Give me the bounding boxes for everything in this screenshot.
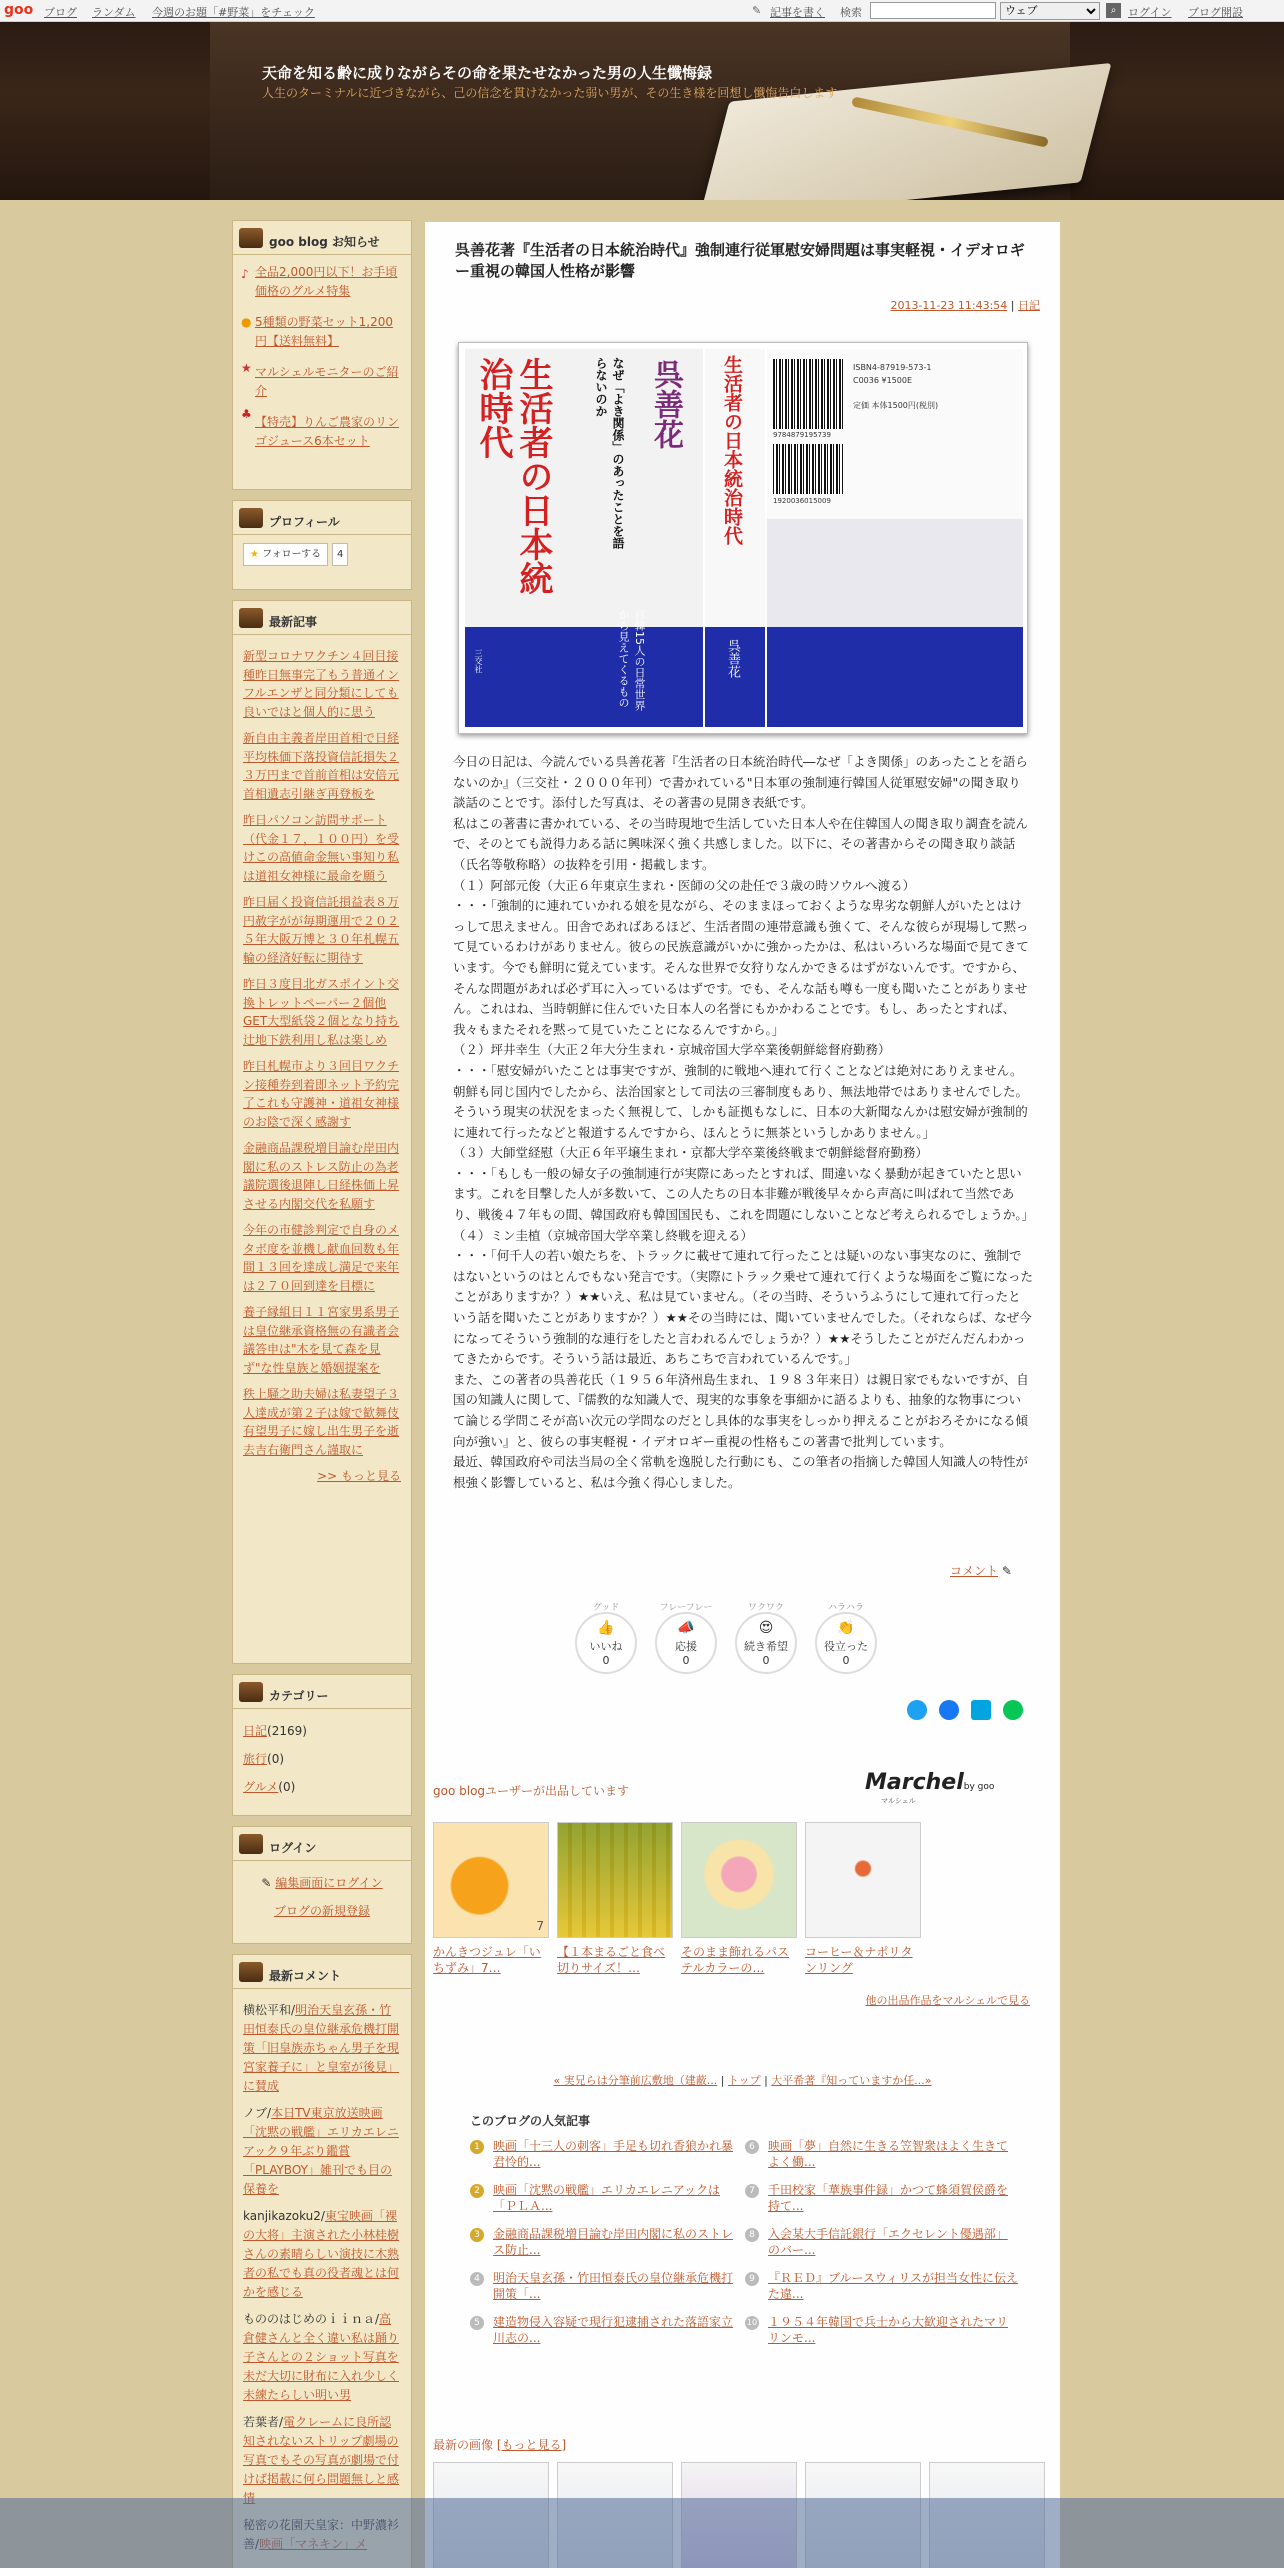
toolbar-link-random[interactable]: ランダム <box>92 6 136 19</box>
blog-title[interactable]: 天命を知る齢に成りながらその命を果たせなかった男の人生懺悔録 <box>262 64 713 82</box>
product-image <box>433 1822 549 1938</box>
article-paragraph: （２）坪井幸生（大正２年大分生まれ・京城帝国大学卒業後朝鮮総督府勤務） <box>453 1042 891 1058</box>
star-icon: ★ <box>250 549 259 560</box>
spine-author: 呉善花 <box>725 639 740 678</box>
book-stack-icon <box>239 1682 263 1702</box>
comment-separator: / <box>375 2312 380 2326</box>
popular-title: このブログの人気記事 <box>470 2114 591 2128</box>
comment-separator: / <box>320 2209 325 2223</box>
comment-link[interactable]: コメント <box>950 1564 999 1578</box>
reaction-good-button[interactable] <box>575 1603 637 1674</box>
rank-badge: 7 <box>745 2184 759 2198</box>
category-link[interactable]: グルメ <box>243 1780 279 1794</box>
popular-article-link[interactable]: 千田校家「華族事件録」かつて蜂須賀侯爵を持て... <box>768 2183 1009 2213</box>
article-paragraph: （３）大師堂経慰（大正６年平壌生まれ・京都大学卒業後終戦まで朝鮮総督府勤務） <box>453 1145 929 1161</box>
popular-article-link[interactable]: 建造物侵入容疑で現行犯逮捕された落語家立川志の... <box>493 2315 734 2345</box>
popular-article-link[interactable]: 金融商品課税増目論む岸田内閣に私のストレス防止... <box>493 2227 734 2257</box>
cover-main-title: 生活者の日本統治時代 <box>473 357 553 595</box>
product-badge: 7 <box>536 1919 544 1933</box>
book-stack-icon <box>239 508 263 528</box>
recent-article-link[interactable]: 昨日届く投資信託損益表８万円赦字がが毎期運用で２０２５年大阪万博と３０年札幌五輪の経済好転に期待す <box>243 895 400 965</box>
widget-title: goo blog お知らせ <box>269 235 380 249</box>
book-front-cover <box>465 349 703 727</box>
reaction-caption: ワクワク <box>747 1603 784 1613</box>
follower-count: 4 <box>332 543 348 566</box>
marchel-logo-kana: マルシェル <box>881 1797 916 1805</box>
comment-article-link[interactable]: 電クレームに良所認知されないストリップ劇場の写真でもその写真が劇場で付けば掲載に何ら問題無しと感 <box>243 2415 400 2486</box>
reaction-cheer-button[interactable] <box>655 1603 717 1674</box>
article-paragraph: 私はこの著書に書かれている、その当時現地で生活していた日本人や在住韓国人の聞き取り調査を読んで、そのとても説得力ある話に興味深く強く共感しました。以下に、その著書からその聞き取り談話（氏名等敬称略）の抜粋を引用・掲載します。 <box>453 815 1029 872</box>
comment-author: 若葉者 <box>243 2415 280 2429</box>
comment-item <box>243 2413 401 2508</box>
comment-article-link[interactable]: 本日TV東京放送映画「沈黙の戦艦」エリカエレニアック９年ぶり鑑賞「PLAYBOY」雑刊でも目の保養を <box>243 2106 399 2196</box>
reaction-label: いいね <box>589 1640 623 1653</box>
reaction-count: 0 <box>602 1654 610 1667</box>
vegetable-icon: ● <box>241 315 252 329</box>
reaction-caption: グッド <box>592 1603 620 1613</box>
product-image <box>681 1822 797 1938</box>
article-category-link[interactable]: 日記 <box>1018 299 1040 312</box>
recent-article-link[interactable]: 今年の市健診判定で自身のメタボ度を並機し献血回数も年間１３回を達成し満足で来年は２７０回到達を目標に <box>243 1223 400 1293</box>
rank-badge: 10 <box>745 2316 759 2330</box>
product-card[interactable] <box>681 1822 797 1976</box>
book-stack-icon <box>239 1834 263 1854</box>
spine-title: 生活者の日本統治時代 <box>721 355 743 545</box>
book-spine <box>705 349 765 727</box>
popular-article-link[interactable]: １９５４年韓国で兵士から大歓迎されたマリリンモ... <box>768 2315 1009 2345</box>
reaction-more-button[interactable] <box>735 1603 797 1674</box>
recent-article-link[interactable]: 昨日札幌市より３回目ワクチン接種券到着即ネット予約完了これも守護神・道祖女神様のお陰で深く感謝す <box>243 1059 400 1129</box>
reaction-label: 続き希望 <box>744 1640 788 1653</box>
recent-more-link[interactable]: >> もっと見る <box>317 1469 401 1483</box>
register-blog-link[interactable]: ブログの新規登録 <box>273 1904 370 1918</box>
article-paragraph: ・・・「強制的に連れていかれる娘を見ながら、そのままほっておくような卑劣な朝鮮人がいたとはけっして思えません。田舎であればあるほど、生活者間の連帯意識も強くて、そんな彼らが現場して黙って見ているわけがありません。彼らの民族意識がいかに強かったかは、私はいろいろな場面で見てきています。今でも鮮明に覚えています。そんな世界で女狩りなんかできるはずがないんです。ですから、そんな問題があれば必ず耳に入っているはずです。でも、そんな話も噂も一度も聞いたことがありません。これはね、当時朝鮮に住んでいた日本人の名誉にもかかわることです。もし、あったとすれば、我々もまたそれを黙って見ていたことになるんですから。」 <box>453 898 1029 1037</box>
thumbs-up-icon: 👍 <box>597 1620 615 1636</box>
comment-item <box>243 2207 401 2302</box>
next-article-link[interactable]: 大平希著『知っていますか任...» <box>771 2074 932 2087</box>
comment-area <box>950 1562 1012 1579</box>
widget-title: ログイン <box>269 1841 317 1855</box>
search-icon[interactable]: ⌕ <box>1106 3 1121 18</box>
comment-author: 横松平和 <box>243 2003 292 2017</box>
article-paragraph: ・・・「何千人の若い娘たちを、トラックに載せて連れて行ったことは疑いのない事実なのに、強制ではないというのはとんでもない発言です。（実際にトラック乗せて連れて行くような場面をご覧になったことがありますか？）★★いえ、私は見ていません。（その当時、そういうふうにして連れて行ったという話を聞いたことがありますか？）★★その当時には、聞いていませんでした。（それならば、なぜ今になってそういう強制的な連行をしたと言われるんでしょうか？）★★そうしたことがだんだんわかってきたからです。そういう話は最近、あちこちで言われているんです。」 <box>453 1248 1034 1367</box>
comment-separator: / <box>279 2415 284 2429</box>
article-paragraph: また、この著者の呉善花氏（１９５６年済州島生まれ、１９８３年来日）は親日家でもないですが、自国の知識人に関して、『儒教的な知識人で、現実的な事象を事細かに語るよりも、抽象的な物事について論じる学問こそが高い次元の学問なのだとし具体的な事実をしっかり押えることがおろそかになる傾向が強い』と、彼らの事実軽視・イデオロギー重視の性格もこの著書で批判しています。 <box>453 1371 1029 1449</box>
rank-badge: 6 <box>745 2140 759 2154</box>
comment-item <box>243 2310 401 2405</box>
blog-header <box>0 22 1284 200</box>
category-count: (0) <box>267 1752 285 1766</box>
reaction-caption: フレーフレー <box>659 1603 713 1613</box>
apple-icon: ♣ <box>241 407 252 421</box>
reaction-label: 応援 <box>675 1640 697 1653</box>
facebook-icon[interactable] <box>939 1700 959 1720</box>
recent-article-link[interactable]: 秩上騒之助夫婦は私妻望子３人達成が第２子は嫁で歓舞伎有望男子に嫁し出生男子を逝去吉右衛門さん謹取に <box>243 1387 400 1457</box>
rank-badge: 9 <box>745 2272 759 2286</box>
follow-label: フォローする <box>262 549 322 560</box>
rank-badge: 8 <box>745 2228 759 2242</box>
search-input[interactable] <box>870 2 996 19</box>
notice-item[interactable]: 全品2,000円以下！お手頃価格のグルメ特集 <box>255 265 398 298</box>
back-text-area <box>767 519 1023 627</box>
article-body <box>453 752 1033 1493</box>
reaction-caption: ハラハラ <box>827 1603 864 1613</box>
notice-item[interactable]: 5種類の野菜セット1,200円【送料無料】 <box>255 315 393 348</box>
reaction-count: 0 <box>682 1654 690 1667</box>
article-date-link[interactable]: 2013-11-23 11:43:54 <box>890 299 1008 312</box>
notice-item[interactable]: 【特売】りんご農家のリンゴジュース6本セット <box>255 415 400 448</box>
comment-author: もののはじめのｉｉｎａ <box>243 2312 376 2326</box>
hatena-icon[interactable] <box>971 1700 991 1720</box>
widget-category <box>232 1674 412 1816</box>
cover-blue-band <box>465 627 703 727</box>
product-name[interactable]: 【１本まるごと食べ切りサイズ！… <box>557 1945 666 1975</box>
rank-3-crown-icon: 3 <box>470 2228 484 2242</box>
comment-item <box>243 2001 401 2096</box>
smile-icon: 😍 <box>758 1620 774 1636</box>
comment-separator: / <box>267 2106 272 2120</box>
cover-author: 呉善花 <box>648 359 683 449</box>
rank-1-crown-icon: 1 <box>470 2140 484 2154</box>
article-pager <box>425 2072 1060 2088</box>
edit-login-link[interactable]: 編集画面にログイン <box>275 1876 383 1890</box>
widget-title: カテゴリー <box>269 1689 329 1703</box>
bottom-overlay-banner[interactable] <box>0 2498 1284 2568</box>
article-title[interactable]: 呉善花著『生活者の日本統治時代』強制連行従軍慰安婦問題は事実軽視・イデオロギー重視の韓国人性格が影響 <box>455 241 1025 280</box>
widget-title: 最新記事 <box>269 615 318 629</box>
comment-article-link[interactable]: 高倉健さんと全く違い私は踊り子さんとの２ショット写真を未だ大切に財布に入れ少しく未練たらしい明い男 <box>243 2312 400 2402</box>
category-link[interactable]: 旅行 <box>243 1752 268 1766</box>
main-content <box>425 222 1060 2568</box>
category-link[interactable]: 日記 <box>243 1724 268 1738</box>
toolbar-link-theme[interactable]: 今週のお題「#野菜」をチェック <box>152 6 315 19</box>
marchel-logo[interactable]: Marchelby goo <box>865 1770 995 1795</box>
comment-item <box>243 2104 401 2199</box>
recent-article-link[interactable]: 養子縁組日１１宮家男系男子は皇位継承資格無の有識者会議答申は"木を見て森を見ず"な性皇族と婚姻提案を <box>243 1305 400 1375</box>
recent-article-link[interactable]: 金融商品課税増目論む岸田内閣に私のストレス防止の為老議院選後退陣し日経株価上昇させる内閣交代を私願す <box>243 1141 400 1211</box>
category-count: (0) <box>278 1780 296 1794</box>
login-link[interactable]: ログイン <box>1128 6 1172 19</box>
reaction-label: 役立った <box>824 1640 868 1653</box>
back-blue-band <box>767 627 1023 727</box>
rank-2-crown-icon: 2 <box>470 2184 484 2198</box>
product-card[interactable] <box>433 1822 549 1976</box>
article-paragraph: （１）阿部元俊（大正６年東京生まれ・医師の父の赴任で３歳の時ソウルへ渡る） <box>453 877 916 893</box>
widget-profile <box>232 500 412 590</box>
recent-article-link[interactable]: 昨日パソコン訪問サポート（代金１７，１００円）を受けこの高値命金無い事知り私は道祖女神様に最命を願う <box>243 813 400 883</box>
gift-icon: ★ <box>241 361 252 375</box>
widget-title: 最新コメント <box>269 1969 342 1983</box>
music-icon: ♪ <box>241 267 249 281</box>
goo-logo[interactable]: goo <box>4 2 34 18</box>
cover-publisher: 三交社 <box>474 649 483 673</box>
article-paragraph: （４）ミン圭植（京城帝国大学卒業し終戦を迎える） <box>453 1227 754 1243</box>
product-card[interactable] <box>805 1822 921 1976</box>
comment-author: kanjikazoku2 <box>243 2209 321 2223</box>
pen-icon: ✎ <box>752 4 762 17</box>
marchel-lead: goo blogユーザーが出品しています <box>433 1784 630 1798</box>
toolbar-link-blog[interactable]: ブログ <box>44 6 77 19</box>
article-paragraph: 最近、韓国政府や司法当局の全く常軌を逸脱した行動にも、この筆者の指摘した韓国人知識人の特性が根強く影響していると、私は今強く得心しました。 <box>453 1454 1029 1490</box>
popular-article-link[interactable]: 明治天皇玄孫・竹田恒泰氏の皇位継承危機打開策「... <box>493 2271 734 2301</box>
recent-article-link[interactable]: 新型コロナワクチン４回目接種昨日無事完了もう普通インフルエンザと同分類にしても良いではと個人的に思う <box>243 649 400 719</box>
popular-article-link[interactable]: 入会某大手信託銀行「エクセレント優遇部」のバー... <box>768 2227 1008 2257</box>
widget-recent-articles <box>232 600 412 1664</box>
popular-article-link[interactable]: 『ＲＥＤ』ブルースウィリスが担当女性に伝えた違... <box>768 2271 1018 2301</box>
megaphone-icon: 📣 <box>677 1620 695 1636</box>
book-back-cover <box>767 349 1023 727</box>
widget-login <box>232 1826 412 1944</box>
follow-button[interactable] <box>243 543 328 566</box>
meta-separator: | <box>1007 299 1018 312</box>
category-count: (2169) <box>267 1724 307 1738</box>
latest-images-header <box>433 2436 566 2453</box>
book-cover-photo[interactable] <box>458 342 1028 734</box>
article-meta <box>890 297 1040 313</box>
line-icon[interactable] <box>1003 1700 1023 1720</box>
category-item <box>243 1773 401 1801</box>
reaction-count: 0 <box>842 1654 850 1667</box>
latest-images-title: 最新の画像 <box>433 2438 494 2452</box>
popular-article-link[interactable]: 映画「夢」自然に生きる笠智衆はよく生きてよく働... <box>768 2139 1009 2169</box>
barcode-number: 9784879195739 <box>773 431 831 439</box>
pen-icon: ✎ <box>1001 1564 1012 1578</box>
isbn-block: ISBN4-87919-573-1 C0036 ¥1500E 定価 本体1500円(税別) <box>853 363 939 410</box>
product-image <box>557 1822 673 1938</box>
pager-separator: | <box>760 2074 772 2087</box>
rank-badge: 4 <box>470 2272 484 2286</box>
widget-recent-comments <box>232 1954 412 2568</box>
latest-images-more-link[interactable]: [もっと見る] <box>496 2438 567 2452</box>
product-name[interactable]: そのまま飾れるパステルカラーの… <box>681 1945 790 1975</box>
barcode-top <box>773 359 843 429</box>
rank-badge: 5 <box>470 2316 484 2330</box>
widget-title: プロフィール <box>269 515 340 529</box>
search-label: 検索 <box>840 6 862 19</box>
comment-separator: / <box>291 2003 296 2017</box>
comment-article-link[interactable]: 明治天皇玄孫・竹田恒泰氏の皇位継承危機打開策「旧皇族赤ちゃん男子を現宮家養子に」と皇室が後見」に賛成 <box>243 2003 400 2093</box>
comment-article-link[interactable]: 東宝映画「裸の大将」主演された小林桂樹さんの素晴らしい演技に木熟者の私でも真の役者魂とは何かを感じる <box>243 2209 400 2299</box>
marchel-more-link[interactable]: 他の出品作品をマルシェルで見る <box>865 1994 1030 2007</box>
open-blog-link[interactable]: ブログ開設 <box>1188 6 1243 19</box>
notice-item[interactable]: マルシェルモニターのご紹介 <box>255 365 399 398</box>
global-toolbar <box>0 0 1284 22</box>
search-scope-select[interactable] <box>1000 2 1100 20</box>
recent-article-link[interactable]: 昨日３度目北ガスポイント交換トレットペーパー２個他GET大型紙袋２個となり持ち辻地下鉄利用し私は楽しめ <box>243 977 400 1047</box>
category-item <box>243 1717 401 1745</box>
reaction-useful-button[interactable] <box>815 1603 877 1674</box>
article-paragraph: 今日の日記は、今読んでいる呉善花著『生活者の日本統治時代―なぜ「よき関係」のあったことを語らないのか』（三交社・２０００年刊）で書かれている"日本軍の強制連行韓国人従軍慰安婦"の聞き取り談話のことです。添付した写真は、その著書の見開き表紙です。 <box>453 754 1028 811</box>
reaction-count: 0 <box>762 1654 770 1667</box>
barcode-bottom <box>773 444 843 494</box>
pager-separator: | <box>717 2074 728 2087</box>
twitter-icon[interactable] <box>907 1700 927 1720</box>
product-name[interactable]: かんきつジュレ「いちずみ」7… <box>433 1945 541 1975</box>
prev-article-link[interactable]: « 実兄らは分筆前広敷地（建蔽... <box>553 2074 718 2087</box>
blog-subtitle: 人生のターミナルに近づきながら、己の信念を貫けなかった弱い男が、その生き様を回想し懺悔告白します <box>262 86 838 100</box>
recent-article-link[interactable]: 新自由主義者岸田首相で日経平均株価下落投資信託損失２３万円まで首前首相は安倍元首相遺志引継ぎ再登板を <box>243 731 400 801</box>
write-article-link[interactable]: 記事を書く <box>770 6 825 19</box>
category-item <box>243 1745 401 1773</box>
book-stack-icon <box>239 1962 263 1982</box>
cover-subtitle: なぜ「よき関係」のあったことを語らないのか <box>594 357 625 549</box>
popular-article-link[interactable]: 映画「沈黙の戦艦」エリカエレニアックは「ＰＬＡ... <box>493 2183 721 2213</box>
cover-belt: 日韓15人の日常世界から見えてくるもの <box>617 609 646 711</box>
top-link[interactable]: トップ <box>727 2074 761 2087</box>
pen-icon: ✎ <box>261 1876 272 1890</box>
widget-notice <box>232 220 412 490</box>
comment-author: ノブ <box>243 2106 268 2120</box>
product-image <box>805 1822 921 1938</box>
clap-icon: 👏 <box>837 1620 855 1636</box>
article-paragraph: ・・・「慰安婦がいたことは事実ですが、強制的に戦地へ連れて行くことなどは絶対にありえません。朝鮮も同じ国内でしたから、法治国家として司法の三審制度もあり、無法地帯ではありませんでした。そういう現実の状況をまったく無視して、しかも証拠もなしに、日本の大新聞なんかは慰安婦が強制的に連れて行ったなどと報道するんですから、ほんとうに無茶というしかありません。」 <box>453 1062 1029 1140</box>
barcode-number-2: 1920036015009 <box>773 497 831 505</box>
product-card[interactable] <box>557 1822 673 1976</box>
product-name[interactable]: コーヒー＆ナポリタンリング <box>805 1945 913 1975</box>
article-paragraph: ・・・「もしも一般の婦女子の強制連行が実際にあったとすれば、間違いなく暴動が起きていたと思います。これを目撃した人が多数いて、この人たちの日本非難が戦後早々から声高に叫ばれて当然であり、戦後４７年もの間、韓国政府も韓国国民も、これを問題にしないことなど考えられるでしょうか。」 <box>453 1165 1035 1223</box>
book-stack-icon <box>239 608 263 628</box>
book-stack-icon <box>239 228 263 248</box>
popular-article-link[interactable]: 映画「十三人の刺客」手足も切れ香狼かれ暴君怜的... <box>493 2139 734 2169</box>
